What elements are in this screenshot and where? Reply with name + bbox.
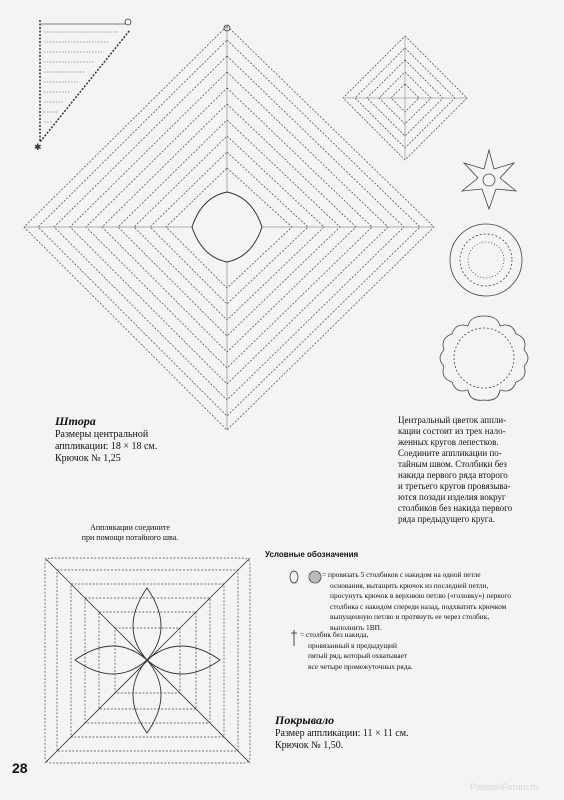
legend-line: просунуть крючок в верхнюю петлю («головку») первого	[330, 591, 511, 600]
legend-line: провязанный в предыдущий	[308, 640, 397, 650]
flower-note-line: женных кругов лепестков.	[398, 437, 499, 447]
pokryvalo-size: Размер аппликации: 11 × 11 см.	[275, 728, 409, 739]
join-note-line2: при помощи потайного шва.	[81, 533, 179, 542]
pokryvalo-hook: Крючок № 1,50.	[275, 740, 344, 751]
page-number: 28	[12, 760, 28, 776]
pokryvalo-title: Покрывало	[275, 713, 335, 727]
legend-line: основания, вытащить крючок из последней петли,	[330, 580, 489, 590]
shtora-hook: Крючок № 1,25	[55, 453, 121, 464]
flower-note-line: и третьего кругов провязыва-	[398, 481, 511, 491]
legend-line: = провязать 5 столбиков с накидом на одной петле	[322, 570, 481, 579]
legend-item-spike	[300, 630, 460, 672]
flower-note-line: тайным швом. Столбики без	[398, 459, 507, 469]
legend-line: все четыре промежуточных ряда.	[308, 661, 413, 671]
flower-note-line: кации состоит из трех нало-	[398, 426, 506, 436]
flower-circle-2	[444, 218, 528, 302]
join-note-line1: Аппликации соедините	[90, 523, 170, 532]
flower-note-line: столбиков без накида первого	[398, 503, 513, 513]
shtora-info	[55, 414, 235, 465]
shtora-size-line2: аппликации: 18 × 18 см.	[55, 441, 158, 452]
legend-line: = столбик без накида,	[300, 630, 369, 639]
flower-note-line: Соедините аппликации по-	[398, 448, 502, 458]
legend-line: пятый ряд, который охватывает	[308, 651, 408, 660]
legend-line: столбика с накидом спереди назад, подхватить крючком	[330, 601, 507, 611]
shtora-size-line1: Размеры центральной	[55, 429, 149, 440]
join-note	[55, 523, 205, 543]
flower-note-line: ются позади изделия вокруг	[398, 492, 506, 502]
flower-note	[398, 415, 534, 525]
flower-note-line: накида первого ряда второго	[398, 470, 508, 480]
legend-title: Условные обозначения	[265, 550, 359, 559]
legend-item-cluster	[322, 570, 542, 633]
flower-circle-3	[436, 310, 532, 406]
flower-note-line: ряда предыдущего круга.	[398, 514, 495, 524]
spike-stitch-icon	[288, 628, 300, 648]
shtora-title: Штора	[55, 414, 96, 428]
cluster-symbol-icon	[287, 569, 327, 585]
flower-note-line: Центральный цветок аппли-	[398, 415, 507, 425]
svg-text:✱: ✱	[34, 142, 42, 152]
small-diamond-chart	[340, 33, 470, 163]
pokryvalo-square-chart	[35, 548, 260, 773]
legend-line: выпущенную петлю и протянуть ее через столбик,	[330, 612, 490, 621]
watermark: PassionForum.ru	[470, 782, 539, 792]
pokryvalo-info	[275, 713, 475, 752]
flower-circle-1	[454, 145, 524, 215]
legend-line: выполнить 1ВП.	[330, 622, 382, 632]
